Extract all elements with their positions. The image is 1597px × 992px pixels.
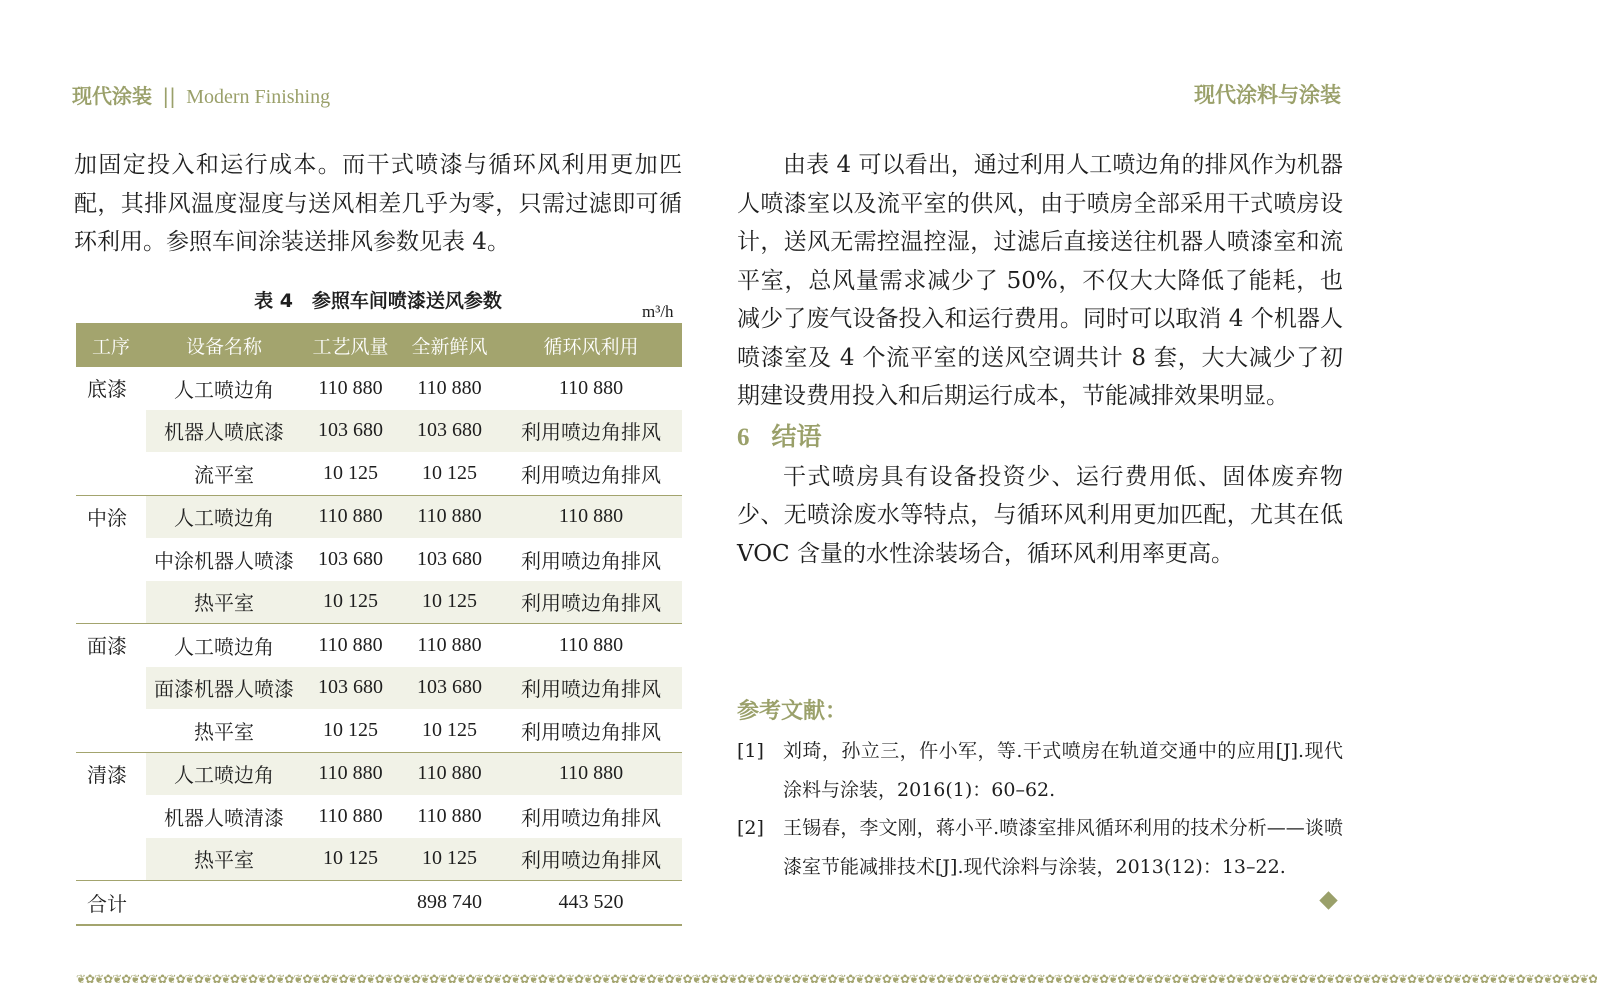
fresh-air-cell: 110 880 — [399, 624, 500, 667]
fresh-air-cell: 103 680 — [417, 547, 482, 570]
reference-text: 刘琦，孙立三，仵小军，等.干式喷房在轨道交通中的应用[J].现代涂料与涂装，2016(1)：60–62. — [783, 740, 1343, 801]
total-empty-cell — [146, 881, 302, 925]
recycled-air-cell: 利用喷边角排风 — [500, 838, 682, 881]
air-supply-table — [76, 323, 682, 926]
section-number: 6 — [737, 423, 750, 451]
process-air-cell: 110 880 — [302, 495, 399, 538]
equipment-cell: 中涂机器人喷漆 — [154, 548, 294, 573]
section-heading — [737, 419, 1343, 456]
end-mark-diamond-icon — [1319, 891, 1337, 909]
reference-text: 王锡春，李文刚，蒋小平.喷漆室排风循环利用的技术分析——谈喷漆室节能减排技术[J].现代涂料与涂装，2013(12)：13–22. — [783, 817, 1343, 878]
table-caption: 表 4 参照车间喷漆送风参数 — [254, 290, 502, 312]
process-air-cell: 10 125 — [323, 718, 378, 741]
table-header-row — [76, 323, 682, 367]
equipment-cell: 热平室 — [146, 838, 302, 881]
reference-number: [1] — [737, 740, 764, 762]
total-recycled-air: 443 520 — [500, 881, 682, 925]
recycled-air-cell: 利用喷边角排风 — [521, 719, 661, 744]
fresh-air-cell: 103 680 — [399, 667, 500, 710]
fresh-air-cell: 110 880 — [417, 804, 482, 827]
fresh-air-cell: 110 880 — [399, 752, 500, 795]
process-air-cell: 110 880 — [318, 804, 383, 827]
equipment-cell: 流平室 — [194, 462, 254, 487]
right-paragraph: 由表 4 可以看出，通过利用人工喷边角的排风作为机器人喷漆室以及流平室的供风，由于喷房全部采用干式喷房设计，送风无需控温控湿，过滤后直接送往机器人喷漆室和流平室，总风量需求减少了 50%，不仅大大降低了能耗，也减少了废气设备投入和运行费用。同时可以取消 4 个机器人喷漆室及 4 个流平室的送风空调共计 8 套，大大减少了初期建设费用投入和后期运行成本，节能减排效果明显。 — [737, 152, 1343, 409]
running-header-left — [72, 80, 330, 109]
recycled-air-cell: 110 880 — [500, 752, 682, 795]
magazine-brand: 现代涂装 — [72, 84, 152, 108]
equipment-cell: 机器人喷清漆 — [164, 805, 284, 830]
equipment-cell: 人工喷边角 — [146, 495, 302, 538]
table-row — [76, 795, 682, 838]
table-row — [76, 367, 682, 410]
table-row — [76, 624, 682, 667]
left-column — [74, 146, 682, 262]
equipment-cell: 机器人喷底漆 — [146, 410, 302, 453]
table-unit: m³/h — [642, 302, 674, 321]
equipment-cell: 热平室 — [146, 581, 302, 624]
left-paragraph: 加固定投入和运行成本。而干式喷漆与循环风利用更加匹配，其排风温度湿度与送风相差几乎为零，只需过滤即可循环利用。参照车间涂装送排风参数见表 4。 — [74, 152, 682, 255]
table-row — [76, 410, 682, 453]
process-air-cell: 110 880 — [302, 752, 399, 795]
reference-number: [2] — [737, 817, 764, 839]
fresh-air-cell: 110 880 — [399, 495, 500, 538]
references-list — [737, 732, 1343, 886]
table-row — [76, 667, 682, 710]
header-fresh-air: 全新鲜风 — [399, 323, 500, 367]
equipment-cell: 面漆机器人喷漆 — [146, 667, 302, 710]
table-row — [76, 752, 682, 795]
recycled-air-cell: 110 880 — [500, 624, 682, 667]
fresh-air-cell: 10 125 — [399, 838, 500, 881]
table-row — [76, 538, 682, 581]
recycled-air-cell: 利用喷边角排风 — [500, 581, 682, 624]
table-row — [76, 495, 682, 538]
total-fresh-air: 898 740 — [399, 881, 500, 925]
total-label: 合计 — [76, 881, 146, 925]
equipment-cell: 人工喷边角 — [174, 377, 274, 402]
header-separator: || — [162, 84, 176, 108]
references-title: 参考文献： — [737, 699, 848, 724]
fresh-air-cell: 110 880 — [417, 376, 482, 399]
reference-item — [737, 809, 1343, 886]
stage-cell: 中涂 — [76, 495, 146, 624]
fresh-air-cell: 10 125 — [399, 581, 500, 624]
reference-item — [737, 732, 1343, 809]
total-empty-cell — [302, 881, 399, 925]
recycled-air-cell: 利用喷边角排风 — [500, 410, 682, 453]
fresh-air-cell: 10 125 — [422, 718, 477, 741]
decorative-footer-border: ❦✿❦✿❦✿❦✿❦✿❦✿❦✿❦✿❦✿❦✿❦✿❦✿❦✿❦✿❦✿❦✿❦✿❦✿❦✿❦✿❦✿❦✿❦✿❦✿❦✿❦✿❦✿❦✿❦✿❦✿❦✿❦✿❦✿❦✿❦✿❦✿❦✿❦✿❦✿❦✿❦✿❦✿❦✿❦✿❦✿❦✿❦✿❦✿❦✿❦✿❦✿❦✿❦✿❦✿❦✿❦✿❦✿❦✿❦✿❦✿❦✿❦✿❦✿❦✿❦✿❦✿❦✿❦✿❦✿❦✿❦✿❦✿❦✿❦✿❦✿❦✿❦✿❦✿❦✿❦✿❦✿❦✿❦✿❦✿ — [76, 972, 1597, 986]
running-header-right: 现代涂料与涂装 — [1194, 83, 1341, 107]
process-air-cell: 10 125 — [302, 838, 399, 881]
process-air-cell: 10 125 — [323, 461, 378, 484]
process-air-cell: 110 880 — [318, 376, 383, 399]
recycled-air-cell: 110 880 — [500, 495, 682, 538]
header-process-air: 工艺风量 — [302, 323, 399, 367]
header-process: 工序 — [76, 323, 146, 367]
header-recycled-air: 循环风利用 — [500, 323, 682, 367]
recycled-air-cell: 110 880 — [558, 376, 624, 399]
fresh-air-cell: 10 125 — [422, 461, 477, 484]
recycled-air-cell: 利用喷边角排风 — [521, 548, 661, 573]
table-row — [76, 838, 682, 881]
recycled-air-cell: 利用喷边角排风 — [521, 805, 661, 830]
process-air-cell: 103 680 — [318, 547, 383, 570]
table-row — [76, 581, 682, 624]
stage-cell: 清漆 — [76, 752, 146, 881]
table-row — [76, 709, 682, 752]
magazine-english-name: Modern Finishing — [186, 86, 331, 108]
process-air-cell: 110 880 — [302, 624, 399, 667]
header-equipment: 设备名称 — [146, 323, 302, 367]
right-column — [737, 146, 1343, 573]
process-air-cell: 10 125 — [302, 581, 399, 624]
equipment-cell: 人工喷边角 — [146, 752, 302, 795]
process-air-cell: 103 680 — [302, 667, 399, 710]
fresh-air-cell: 103 680 — [399, 410, 500, 453]
recycled-air-cell: 利用喷边角排风 — [500, 667, 682, 710]
recycled-air-cell: 利用喷边角排风 — [521, 462, 661, 487]
table-total-row — [76, 881, 682, 925]
stage-cell: 底漆 — [76, 367, 146, 495]
conclusion-paragraph: 干式喷房具有设备投资少、运行费用低、固体废弃物少、无喷涂废水等特点，与循环风利用更加匹配，尤其在低 VOC 含量的水性涂装场合，循环风利用率更高。 — [737, 463, 1343, 567]
equipment-cell: 热平室 — [194, 719, 254, 744]
process-air-cell: 103 680 — [302, 410, 399, 453]
section-title: 结语 — [771, 421, 822, 451]
equipment-cell: 人工喷边角 — [146, 624, 302, 667]
table-row — [76, 452, 682, 495]
stage-cell: 面漆 — [76, 624, 146, 753]
